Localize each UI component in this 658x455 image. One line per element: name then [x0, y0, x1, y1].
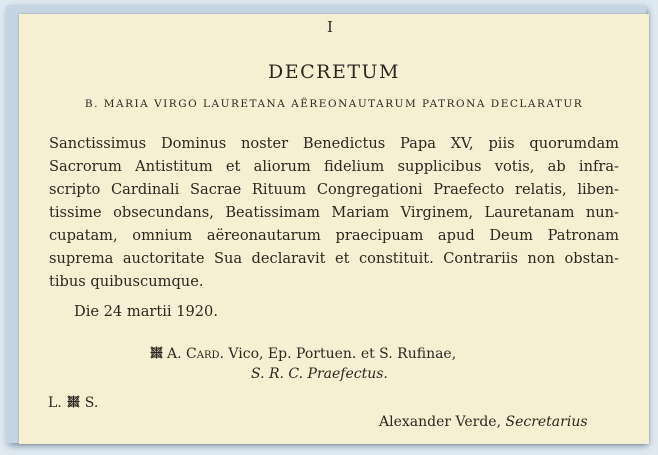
secretary-title: Secretarius — [505, 414, 588, 430]
cross-pattee-icon — [149, 345, 164, 360]
document-page — [19, 14, 649, 444]
signatory-card: Card. — [186, 346, 224, 362]
seal-right: S. — [84, 395, 99, 411]
body-line: cupatam, omnium aëreonautarum praecipuam apud Deum Patronam — [49, 227, 619, 244]
body-line: suprema auctoritate Sua declaravit et constituit. Contrariis non obstan- — [49, 250, 619, 267]
decree-heading: DECRETUM — [268, 61, 400, 83]
signatory-prefix: A. — [167, 346, 187, 362]
body-line: Sacrorum Antistitum et aliorum fidelium supplicibus votis, ab infra- — [49, 158, 619, 175]
body-line: tissime obsecundans, Beatissimam Mariam Virginem, Lauretanam nun- — [49, 204, 619, 221]
cardinal-title: S. R. C. Praefectus. — [251, 366, 388, 382]
seal-mark — [48, 394, 98, 411]
image-frame — [6, 5, 646, 443]
signatory-name: Vico, Ep. Portuen. et S. Rufinae, — [223, 346, 457, 362]
secretary-name: Alexander Verde, — [379, 414, 506, 430]
cardinal-signature — [149, 345, 456, 362]
body-line: Sanctissimus Dominus noster Benedictus Papa XV, piis quorumdam — [49, 135, 619, 152]
body-line: scripto Cardinali Sacrae Rituum Congregationi Praefecto relatis, liben- — [49, 181, 619, 198]
seal-left: L. — [48, 395, 62, 411]
page-number: I — [327, 18, 333, 36]
decree-date: Die 24 martii 1920. — [74, 303, 218, 320]
decree-subheading: B. MARIA VIRGO LAURETANA AËREONAUTARUM PATRONA DECLARATUR — [84, 98, 584, 110]
secretary-signature — [379, 414, 588, 430]
body-line: tibus quibuscumque. — [49, 273, 204, 290]
cross-pattee-icon — [66, 394, 81, 409]
